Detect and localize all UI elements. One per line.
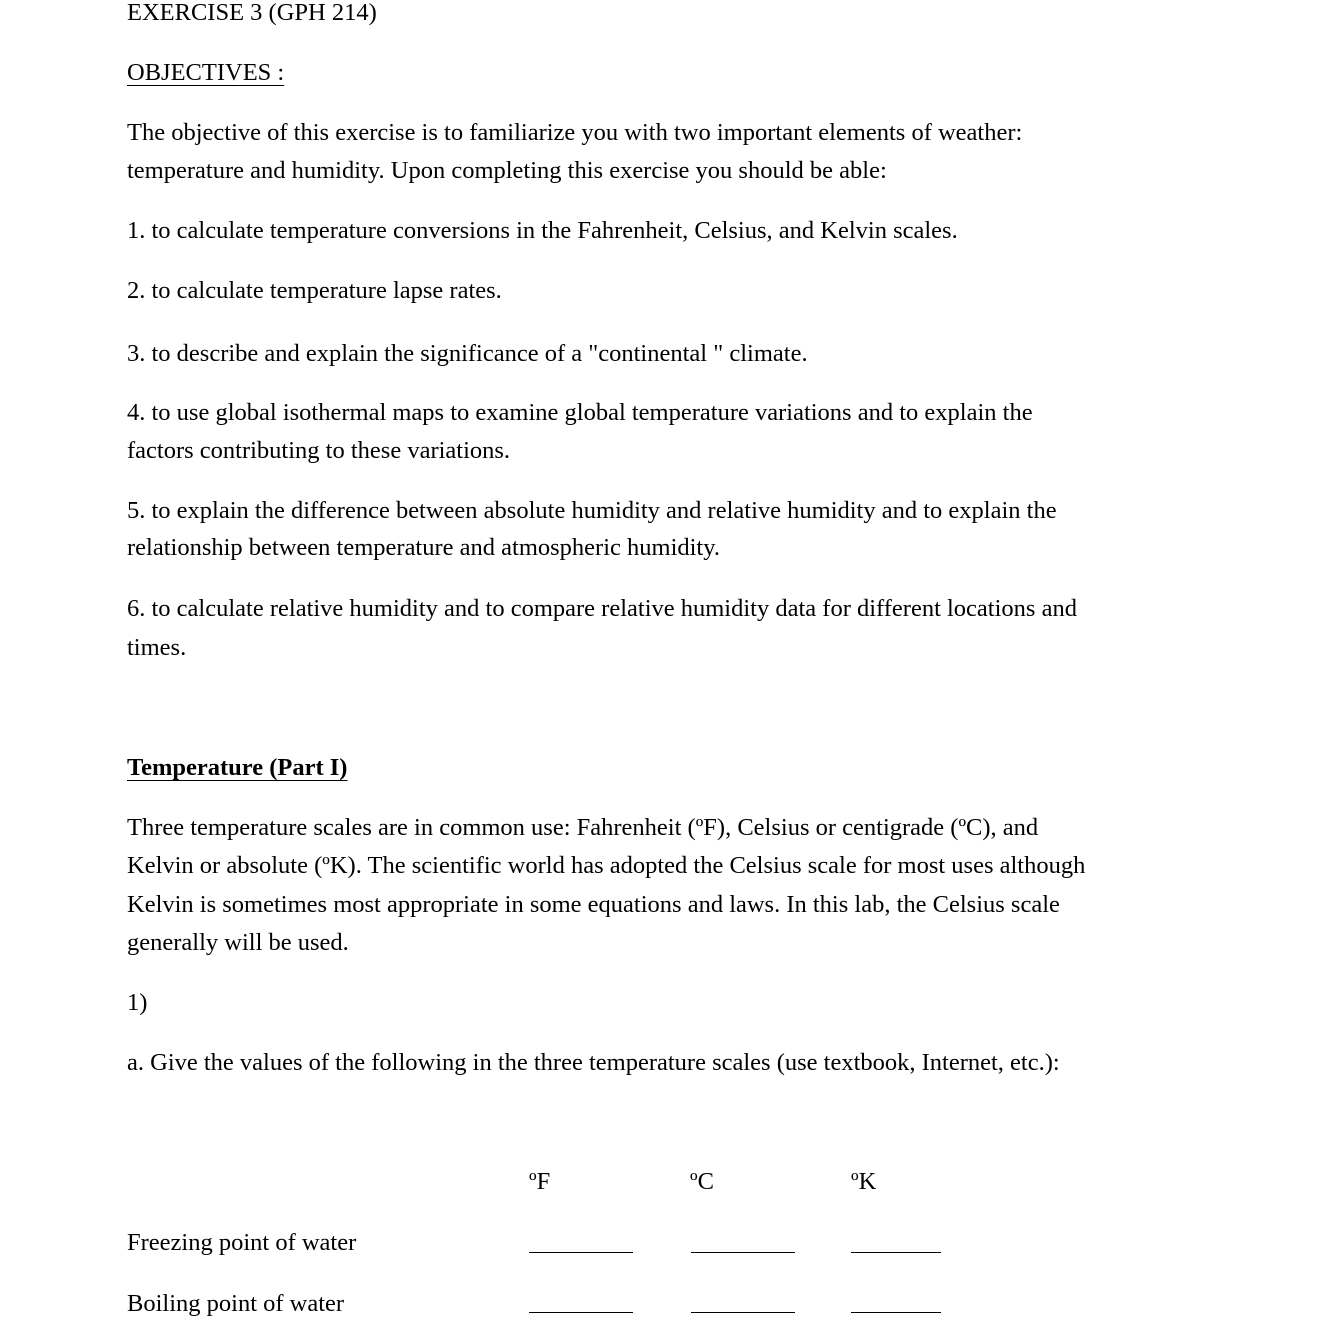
objective-item-2: 2. to calculate temperature lapse rates. (127, 277, 502, 304)
exercise-title: EXERCISE 3 (GPH 214) (127, 0, 377, 26)
objective-item-1: 1. to calculate temperature conversions in the Fahrenheit, Celsius, and Kelvin scales. (127, 217, 958, 244)
objective-item-4-cont: factors contributing to these variations. (127, 437, 511, 464)
answer-blank-fahrenheit[interactable] (529, 1312, 633, 1313)
paragraph-line: Kelvin or absolute (ºK). The scientific world has adopted the Celsius scale for most uses although (127, 852, 1086, 879)
objective-item-6: 6. to calculate relative humidity and to compare relative humidity data for different locations and (127, 595, 1077, 622)
column-header-celsius: ºC (690, 1168, 714, 1195)
column-header-kelvin: ºK (851, 1168, 877, 1195)
section-heading-temperature: Temperature (Part I) (127, 754, 348, 781)
objective-item-5-cont: relationship between temperature and atmospheric humidity. (127, 534, 721, 561)
row-label-boiling-point: Boiling point of water (127, 1290, 345, 1317)
answer-blank-celsius[interactable] (691, 1252, 795, 1253)
answer-blank-fahrenheit[interactable] (529, 1252, 633, 1253)
objectives-intro-line: temperature and humidity. Upon completing this exercise you should be able: (127, 157, 887, 184)
answer-blank-celsius[interactable] (691, 1312, 795, 1313)
column-header-fahrenheit: ºF (529, 1168, 551, 1195)
row-label-freezing-point: Freezing point of water (127, 1229, 357, 1256)
paragraph-line: Three temperature scales are in common use: Fahrenheit (ºF), Celsius or centigrade (ºC), and (127, 814, 1039, 841)
paragraph-line: generally will be used. (127, 929, 349, 956)
answer-blank-kelvin[interactable] (851, 1312, 941, 1313)
question-number: 1) (127, 989, 148, 1016)
answer-blank-kelvin[interactable] (851, 1252, 941, 1253)
paragraph-line: Kelvin is sometimes most appropriate in some equations and laws. In this lab, the Celsius scale (127, 891, 1060, 918)
objective-item-3: 3. to describe and explain the significance of a "continental " climate. (127, 340, 808, 367)
objective-item-4: 4. to use global isothermal maps to examine global temperature variations and to explain the (127, 399, 1033, 426)
objectives-heading: OBJECTIVES : (127, 59, 285, 86)
objective-item-5: 5. to explain the difference between absolute humidity and relative humidity and to explain the (127, 497, 1057, 524)
objective-item-6-cont: times. (127, 634, 187, 661)
question-a-prompt: a. Give the values of the following in the three temperature scales (use textbook, Internet, etc.): (127, 1049, 1060, 1076)
objectives-intro-line: The objective of this exercise is to familiarize you with two important elements of weather: (127, 119, 1023, 146)
